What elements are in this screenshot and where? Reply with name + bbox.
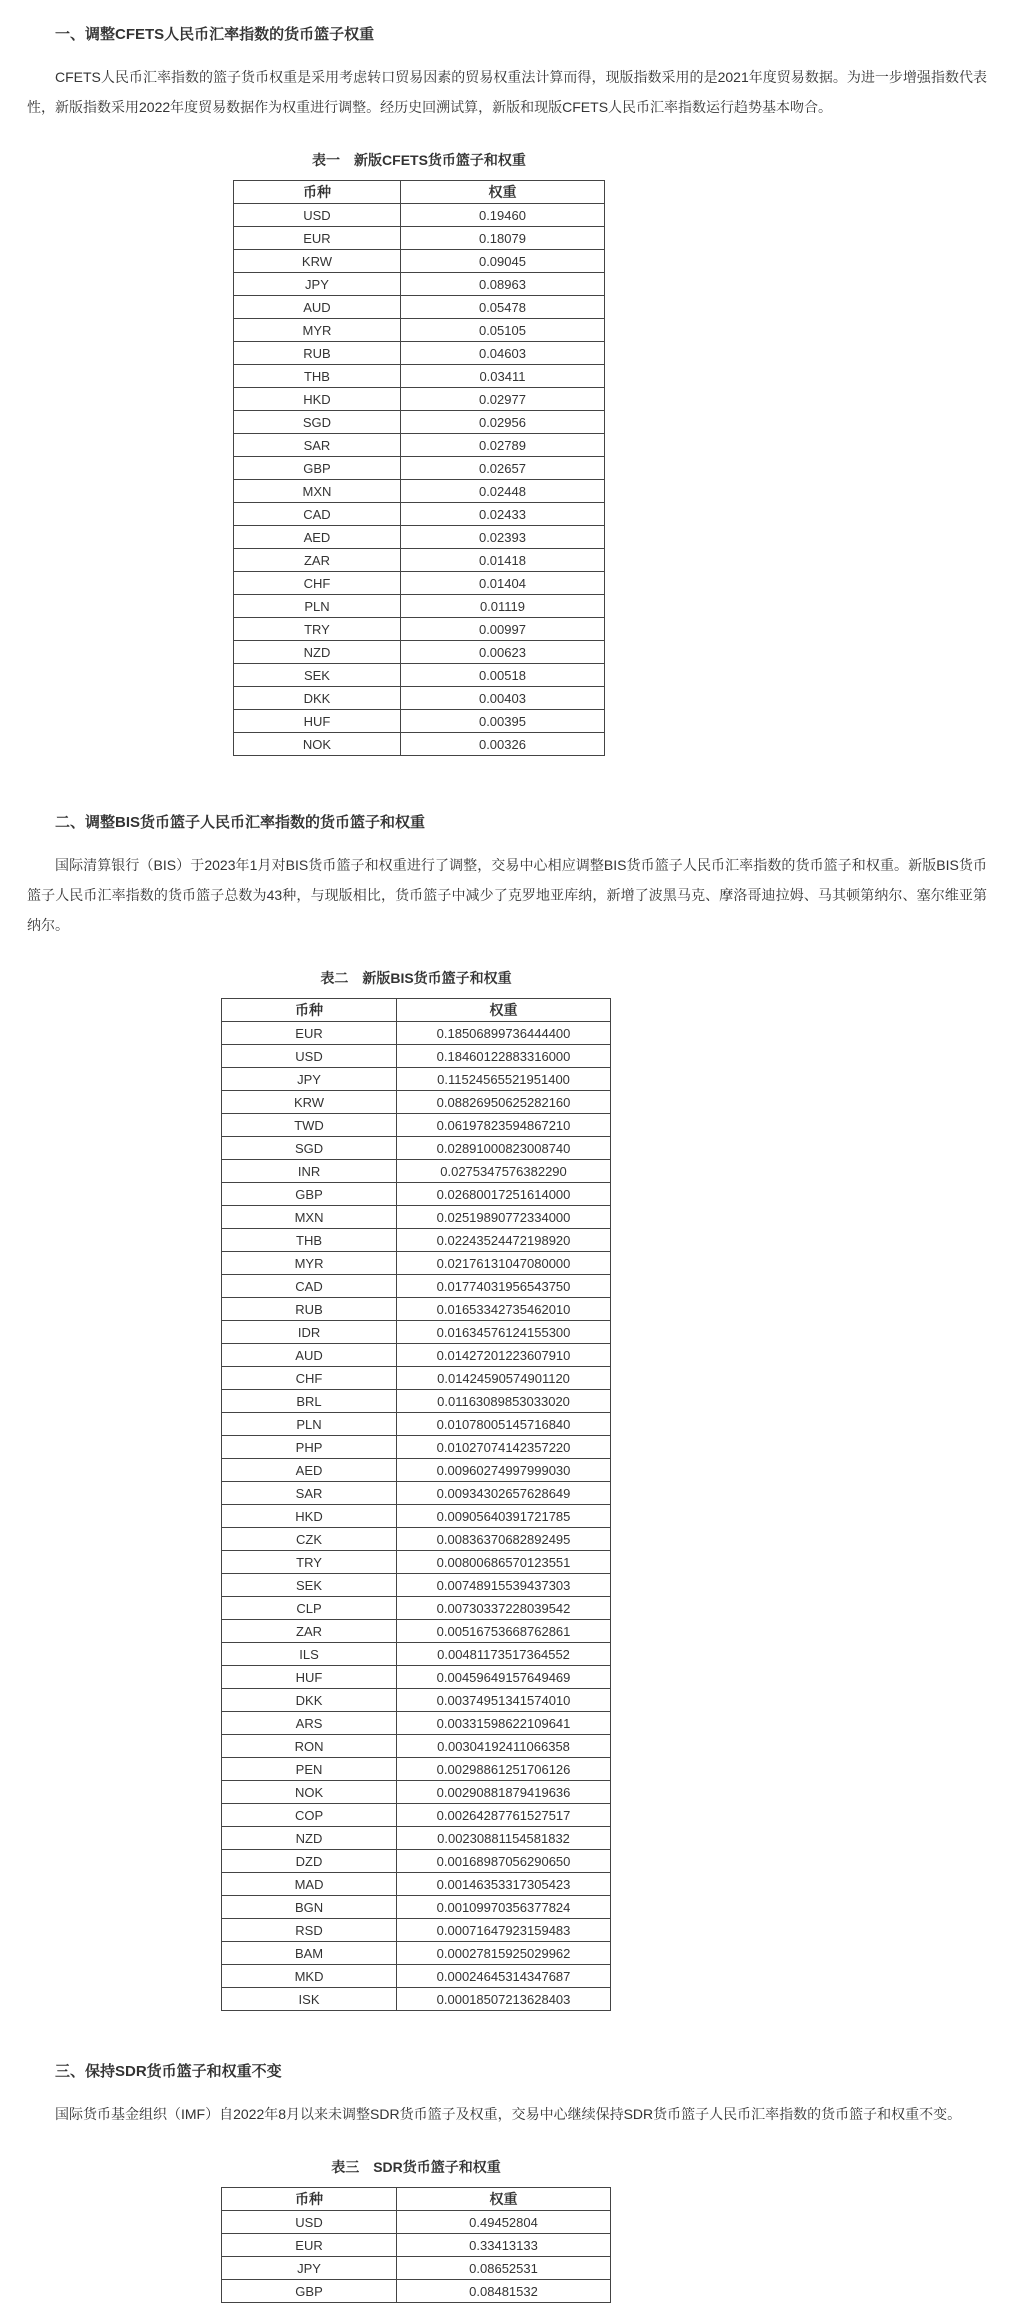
currency-cell: MYR xyxy=(234,319,401,342)
currency-cell: SGD xyxy=(234,411,401,434)
currency-cell: JPY xyxy=(234,273,401,296)
table-row xyxy=(222,1298,611,1321)
currency-cell: CHF xyxy=(234,572,401,595)
currency-cell: MXN xyxy=(222,1206,397,1229)
table-row xyxy=(222,1574,611,1597)
weight-column-header: 权重 xyxy=(400,181,604,204)
weight-cell: 0.00730337228039542 xyxy=(397,1597,611,1620)
currency-cell: HUF xyxy=(222,1666,397,1689)
currency-cell: TRY xyxy=(222,1551,397,1574)
weight-cell: 0.00326 xyxy=(400,733,604,756)
currency-cell: KRW xyxy=(222,1091,397,1114)
table-row xyxy=(234,457,605,480)
table-row xyxy=(222,1965,611,1988)
table-row xyxy=(222,1896,611,1919)
section-3-heading: 三、保持SDR货币篮子和权重不变 xyxy=(55,2063,282,2080)
weight-cell: 0.01404 xyxy=(400,572,604,595)
bis-weight-table xyxy=(221,998,611,2011)
weight-cell: 0.02393 xyxy=(400,526,604,549)
table-row xyxy=(222,1367,611,1390)
currency-cell: TRY xyxy=(234,618,401,641)
currency-cell: BGN xyxy=(222,1896,397,1919)
table-row xyxy=(222,1022,611,1045)
currency-cell: NZD xyxy=(234,641,401,664)
weight-cell: 0.00518 xyxy=(400,664,604,687)
currency-cell: BAM xyxy=(222,1942,397,1965)
weight-cell: 0.01163089853033020 xyxy=(397,1390,611,1413)
table-row xyxy=(222,1689,611,1712)
weight-cell: 0.02433 xyxy=(400,503,604,526)
section-2-paragraph: 国际清算银行（BIS）于2023年1月对BIS货币篮子和权重进行了调整，交易中心相应调整BIS货币篮子人民币汇率指数的货币篮子和权重。新版BIS货币篮子人民币汇率指数的货币篮子总数为43种，与现版相比，货币篮子中减少了克罗地亚库纳，新增了波黑马克、摩洛哥迪拉姆、马其顿第纳尔、塞尔维亚第纳尔。 xyxy=(27,857,987,933)
currency-cell: NOK xyxy=(222,1781,397,1804)
table-row xyxy=(222,2211,611,2234)
table-row xyxy=(222,1528,611,1551)
table-header-row xyxy=(222,2188,611,2211)
weight-cell: 0.00146353317305423 xyxy=(397,1873,611,1896)
table-row xyxy=(222,1275,611,1298)
table-row xyxy=(222,1827,611,1850)
currency-column-header: 币种 xyxy=(234,181,401,204)
weight-cell: 0.09045 xyxy=(400,250,604,273)
currency-cell: THB xyxy=(234,365,401,388)
currency-cell: USD xyxy=(222,2211,397,2234)
table-header-row xyxy=(234,181,605,204)
currency-cell: RUB xyxy=(222,1298,397,1321)
currency-column-header: 币种 xyxy=(222,999,397,1022)
weight-cell: 0.00516753668762861 xyxy=(397,1620,611,1643)
weight-cell: 0.00304192411066358 xyxy=(397,1735,611,1758)
currency-cell: HKD xyxy=(222,1505,397,1528)
weight-cell: 0.04603 xyxy=(400,342,604,365)
weight-cell: 0.00230881154581832 xyxy=(397,1827,611,1850)
table-row xyxy=(234,710,605,733)
section-3-paragraph: 国际货币基金组织（IMF）自2022年8月以来未调整SDR货币篮子及权重，交易中心继续保持SDR货币篮子人民币汇率指数的货币篮子和权重不变。 xyxy=(55,2106,962,2122)
table-row xyxy=(222,1758,611,1781)
currency-cell: PLN xyxy=(234,595,401,618)
currency-cell: JPY xyxy=(222,2257,397,2280)
weight-cell: 0.01119 xyxy=(400,595,604,618)
table-row xyxy=(222,1666,611,1689)
table-row xyxy=(234,342,605,365)
currency-cell: PLN xyxy=(222,1413,397,1436)
currency-cell: EUR xyxy=(222,2234,397,2257)
weight-cell: 0.00481173517364552 xyxy=(397,1643,611,1666)
currency-cell: ARS xyxy=(222,1712,397,1735)
sdr-weight-table xyxy=(221,2187,611,2303)
weight-cell: 0.08652531 xyxy=(397,2257,611,2280)
currency-cell: SEK xyxy=(222,1574,397,1597)
weight-cell: 0.08481532 xyxy=(397,2280,611,2303)
section-cfets xyxy=(27,24,987,756)
weight-cell: 0.00960274997999030 xyxy=(397,1459,611,1482)
currency-cell: TWD xyxy=(222,1114,397,1137)
table-row xyxy=(222,2257,611,2280)
table-row xyxy=(234,664,605,687)
currency-cell: MAD xyxy=(222,1873,397,1896)
currency-cell: CZK xyxy=(222,1528,397,1551)
table-3-caption: 表三 SDR货币篮子和权重 xyxy=(331,2159,501,2175)
weight-cell: 0.01418 xyxy=(400,549,604,572)
weight-cell: 0.00374951341574010 xyxy=(397,1689,611,1712)
table-row xyxy=(222,1620,611,1643)
currency-cell: GBP xyxy=(222,2280,397,2303)
section-bis xyxy=(27,812,987,2011)
table-row xyxy=(222,1183,611,1206)
section-1-heading: 一、调整CFETS人民币汇率指数的货币篮子权重 xyxy=(55,26,375,43)
currency-cell: CAD xyxy=(222,1275,397,1298)
table-row xyxy=(222,1068,611,1091)
currency-cell: PHP xyxy=(222,1436,397,1459)
weight-cell: 0.11524565521951400 xyxy=(397,1068,611,1091)
table-row xyxy=(234,204,605,227)
table-row xyxy=(222,1942,611,1965)
currency-cell: COP xyxy=(222,1804,397,1827)
bis-table-block xyxy=(221,968,611,2011)
weight-cell: 0.18506899736444400 xyxy=(397,1022,611,1045)
currency-column-header: 币种 xyxy=(222,2188,397,2211)
currency-cell: BRL xyxy=(222,1390,397,1413)
table-row xyxy=(234,434,605,457)
currency-cell: MXN xyxy=(234,480,401,503)
table-1-caption: 表一 新版CFETS货币篮子和权重 xyxy=(312,152,526,168)
currency-cell: RUB xyxy=(234,342,401,365)
currency-cell: AUD xyxy=(234,296,401,319)
currency-cell: RSD xyxy=(222,1919,397,1942)
table-row xyxy=(234,503,605,526)
weight-cell: 0.18460122883316000 xyxy=(397,1045,611,1068)
weight-cell: 0.08826950625282160 xyxy=(397,1091,611,1114)
weight-cell: 0.00395 xyxy=(400,710,604,733)
cfets-weight-table xyxy=(233,180,605,756)
weight-cell: 0.01653342735462010 xyxy=(397,1298,611,1321)
weight-cell: 0.05478 xyxy=(400,296,604,319)
weight-cell: 0.49452804 xyxy=(397,2211,611,2234)
section-sdr xyxy=(27,2061,987,2303)
table-row xyxy=(234,388,605,411)
weight-cell: 0.02956 xyxy=(400,411,604,434)
weight-cell: 0.00071647923159483 xyxy=(397,1919,611,1942)
table-row xyxy=(222,1114,611,1137)
section-1-paragraph: CFETS人民币汇率指数的篮子货币权重是采用考虑转口贸易因素的贸易权重法计算而得，现版指数采用的是2021年度贸易数据。为进一步增强指数代表性，新版指数采用2022年度贸易数据作为权重进行调整。经历史回溯试算，新版和现版CFETS人民币汇率指数运行趋势基本吻合。 xyxy=(27,69,987,115)
weight-cell: 0.0275347576382290 xyxy=(397,1160,611,1183)
weight-cell: 0.00800686570123551 xyxy=(397,1551,611,1574)
table-row xyxy=(222,1988,611,2011)
table-row xyxy=(234,411,605,434)
weight-cell: 0.00024645314347687 xyxy=(397,1965,611,1988)
table-row xyxy=(222,1735,611,1758)
currency-cell: DKK xyxy=(234,687,401,710)
weight-cell: 0.00623 xyxy=(400,641,604,664)
table-row xyxy=(234,365,605,388)
currency-cell: AED xyxy=(234,526,401,549)
weight-cell: 0.01424590574901120 xyxy=(397,1367,611,1390)
weight-cell: 0.18079 xyxy=(400,227,604,250)
currency-cell: RON xyxy=(222,1735,397,1758)
weight-cell: 0.00997 xyxy=(400,618,604,641)
table-row xyxy=(234,296,605,319)
table-row xyxy=(234,227,605,250)
weight-cell: 0.02176131047080000 xyxy=(397,1252,611,1275)
table-row xyxy=(222,1781,611,1804)
table-row xyxy=(234,595,605,618)
weight-cell: 0.00109970356377824 xyxy=(397,1896,611,1919)
currency-cell: ISK xyxy=(222,1988,397,2011)
currency-cell: SAR xyxy=(234,434,401,457)
weight-cell: 0.01027074142357220 xyxy=(397,1436,611,1459)
table-row xyxy=(222,1206,611,1229)
currency-cell: USD xyxy=(222,1045,397,1068)
table-row xyxy=(222,1436,611,1459)
currency-cell: EUR xyxy=(234,227,401,250)
currency-cell: DZD xyxy=(222,1850,397,1873)
weight-cell: 0.00934302657628649 xyxy=(397,1482,611,1505)
currency-cell: PEN xyxy=(222,1758,397,1781)
currency-cell: THB xyxy=(222,1229,397,1252)
weight-cell: 0.03411 xyxy=(400,365,604,388)
table-row xyxy=(234,687,605,710)
table-row xyxy=(222,2234,611,2257)
currency-cell: IDR xyxy=(222,1321,397,1344)
table-row xyxy=(222,1712,611,1735)
table-row xyxy=(222,1252,611,1275)
table-row xyxy=(222,1551,611,1574)
table-row xyxy=(222,1873,611,1896)
currency-cell: HUF xyxy=(234,710,401,733)
currency-cell: INR xyxy=(222,1160,397,1183)
table-row xyxy=(234,480,605,503)
table-row xyxy=(234,319,605,342)
currency-cell: HKD xyxy=(234,388,401,411)
currency-cell: SAR xyxy=(222,1482,397,1505)
table-row xyxy=(234,733,605,756)
weight-cell: 0.19460 xyxy=(400,204,604,227)
weight-cell: 0.00331598622109641 xyxy=(397,1712,611,1735)
weight-column-header: 权重 xyxy=(397,2188,611,2211)
table-row xyxy=(234,549,605,572)
weight-cell: 0.00459649157649469 xyxy=(397,1666,611,1689)
weight-cell: 0.00264287761527517 xyxy=(397,1804,611,1827)
table-row xyxy=(222,1390,611,1413)
table-row xyxy=(222,1850,611,1873)
table-row xyxy=(222,1045,611,1068)
weight-cell: 0.00018507213628403 xyxy=(397,1988,611,2011)
table-row xyxy=(222,1321,611,1344)
weight-cell: 0.00905640391721785 xyxy=(397,1505,611,1528)
sdr-table-block xyxy=(221,2157,611,2303)
cfets-table-block xyxy=(233,150,605,756)
table-row xyxy=(222,1919,611,1942)
weight-cell: 0.00748915539437303 xyxy=(397,1574,611,1597)
currency-cell: EUR xyxy=(222,1022,397,1045)
table-row xyxy=(222,1482,611,1505)
currency-cell: AED xyxy=(222,1459,397,1482)
table-row xyxy=(234,572,605,595)
currency-cell: DKK xyxy=(222,1689,397,1712)
weight-cell: 0.02789 xyxy=(400,434,604,457)
currency-cell: GBP xyxy=(234,457,401,480)
currency-cell: ILS xyxy=(222,1643,397,1666)
currency-cell: JPY xyxy=(222,1068,397,1091)
currency-cell: SGD xyxy=(222,1137,397,1160)
currency-cell: CAD xyxy=(234,503,401,526)
weight-cell: 0.01774031956543750 xyxy=(397,1275,611,1298)
weight-cell: 0.00298861251706126 xyxy=(397,1758,611,1781)
weight-cell: 0.00168987056290650 xyxy=(397,1850,611,1873)
table-row xyxy=(222,1413,611,1436)
weight-cell: 0.00836370682892495 xyxy=(397,1528,611,1551)
table-row xyxy=(222,1137,611,1160)
table-2-caption: 表二 新版BIS货币篮子和权重 xyxy=(320,970,512,986)
table-row xyxy=(234,618,605,641)
weight-cell: 0.00027815925029962 xyxy=(397,1942,611,1965)
weight-cell: 0.08963 xyxy=(400,273,604,296)
currency-cell: MKD xyxy=(222,1965,397,1988)
weight-cell: 0.01634576124155300 xyxy=(397,1321,611,1344)
currency-cell: NOK xyxy=(234,733,401,756)
weight-cell: 0.06197823594867210 xyxy=(397,1114,611,1137)
currency-cell: CLP xyxy=(222,1597,397,1620)
table-row xyxy=(222,1597,611,1620)
currency-cell: ZAR xyxy=(222,1620,397,1643)
currency-cell: SEK xyxy=(234,664,401,687)
table-row xyxy=(234,641,605,664)
weight-cell: 0.02891000823008740 xyxy=(397,1137,611,1160)
weight-cell: 0.01427201223607910 xyxy=(397,1344,611,1367)
table-row xyxy=(234,526,605,549)
table-header-row xyxy=(222,999,611,1022)
table-row xyxy=(222,1160,611,1183)
section-2-heading: 二、调整BIS货币篮子人民币汇率指数的货币篮子和权重 xyxy=(55,814,426,831)
currency-cell: MYR xyxy=(222,1252,397,1275)
weight-cell: 0.02680017251614000 xyxy=(397,1183,611,1206)
currency-cell: AUD xyxy=(222,1344,397,1367)
currency-cell: KRW xyxy=(234,250,401,273)
weight-cell: 0.02657 xyxy=(400,457,604,480)
table-row xyxy=(234,250,605,273)
table-row xyxy=(234,273,605,296)
table-row xyxy=(222,1229,611,1252)
table-row xyxy=(222,1505,611,1528)
weight-cell: 0.05105 xyxy=(400,319,604,342)
currency-cell: NZD xyxy=(222,1827,397,1850)
weight-cell: 0.02448 xyxy=(400,480,604,503)
currency-cell: GBP xyxy=(222,1183,397,1206)
table-row xyxy=(222,2280,611,2303)
currency-cell: CHF xyxy=(222,1367,397,1390)
weight-cell: 0.01078005145716840 xyxy=(397,1413,611,1436)
weight-column-header: 权重 xyxy=(397,999,611,1022)
weight-cell: 0.00403 xyxy=(400,687,604,710)
weight-cell: 0.02243524472198920 xyxy=(397,1229,611,1252)
weight-cell: 0.00290881879419636 xyxy=(397,1781,611,1804)
table-row xyxy=(222,1091,611,1114)
weight-cell: 0.02519890772334000 xyxy=(397,1206,611,1229)
currency-cell: ZAR xyxy=(234,549,401,572)
weight-cell: 0.02977 xyxy=(400,388,604,411)
weight-cell: 0.33413133 xyxy=(397,2234,611,2257)
table-row xyxy=(222,1459,611,1482)
currency-cell: USD xyxy=(234,204,401,227)
table-row xyxy=(222,1344,611,1367)
table-row xyxy=(222,1804,611,1827)
table-row xyxy=(222,1643,611,1666)
